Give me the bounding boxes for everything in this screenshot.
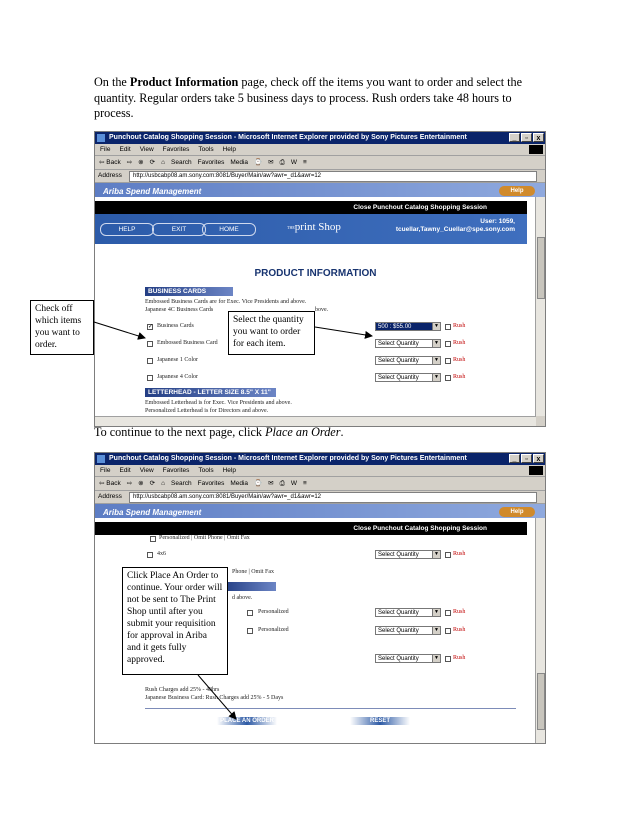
home-icon[interactable]: ⌂: [161, 159, 165, 166]
home-icon[interactable]: ⌂: [161, 480, 165, 487]
menu-tools[interactable]: Tools: [198, 146, 214, 153]
window-title: Punchout Catalog Shopping Session - Microsoft Internet Explorer provided by Sony Pictures Entertainment: [109, 134, 467, 141]
menu-view[interactable]: View: [139, 146, 154, 153]
search-button[interactable]: Search: [171, 480, 192, 487]
menu-edit[interactable]: Edit: [119, 146, 131, 153]
options-line-2: Phone | Omit Fax: [232, 569, 275, 575]
ariba-logo: Ariba Spend Management: [103, 508, 202, 517]
help-button[interactable]: Help: [499, 507, 535, 517]
user-email: tcuellar,Tawny_Cuellar@spe.sony.com: [395, 226, 515, 233]
rush-label: Rush: [453, 551, 466, 557]
menu-help[interactable]: Help: [222, 467, 236, 474]
rush-label: Rush: [453, 655, 466, 661]
menu-edit[interactable]: Edit: [119, 467, 131, 474]
history-icon[interactable]: ⌚: [254, 480, 263, 487]
continue-prefix: To continue to the next page, click: [94, 425, 266, 439]
callout-place-order: Click Place An Order to continue. Your order will not be sent to The Print Shop until after you submit your requisition for approval in Ariba and it gets fully approved.: [122, 567, 228, 675]
section-business-cards: BUSINESS CARDS: [145, 287, 233, 296]
place-order-button[interactable]: PLACE AN ORDER: [217, 717, 277, 725]
menu-file[interactable]: File: [100, 146, 111, 153]
intro-suffix: page, check off the items you want to order and select the quantity. Regular orders take 5 business days to process. Rush orders take 48 hours to process.: [94, 75, 523, 120]
logo-text: print Shop: [294, 221, 341, 233]
address-input[interactable]: http://usbcabp08.am.sony.com:8081/Buyer/Main/aw?awr=_d1&awr=12: [129, 171, 537, 182]
discuss-icon[interactable]: ≡: [302, 480, 307, 487]
item-japanese-1: Japanese 1 Color: [157, 357, 198, 363]
rush-label: Rush: [453, 323, 466, 329]
shop-home-button[interactable]: HOME: [202, 223, 256, 236]
mail-icon[interactable]: ✉: [268, 480, 274, 487]
ariba-logo: Ariba Spend Management: [103, 187, 202, 196]
media-button[interactable]: Media: [230, 159, 249, 166]
address-label: Address: [98, 493, 122, 500]
rush-charges-note: Rush Charges add 25% - 48hrs: [145, 687, 220, 693]
chevron-down-icon: ▼: [432, 551, 440, 558]
arrow-to-checkbox: [94, 322, 145, 338]
rush-label: Rush: [453, 609, 466, 615]
menu-tools[interactable]: Tools: [198, 467, 214, 474]
item-4x6: 4x6: [157, 551, 166, 557]
item-embossed: Embossed Business Card: [157, 340, 218, 346]
address-label: Address: [98, 172, 122, 179]
print-icon[interactable]: ⎙: [279, 159, 285, 166]
quantity-value: Select Quantity: [378, 341, 419, 347]
user-id: User: 1059,: [480, 218, 515, 225]
menu-file[interactable]: File: [100, 467, 111, 474]
quantity-value: 500 : $55.00: [378, 324, 412, 330]
chevron-down-icon: ▼: [432, 609, 440, 616]
quantity-value: Select Quantity: [378, 358, 419, 364]
back-button[interactable]: ⇦ Back: [99, 159, 121, 166]
quantity-value: Select Quantity: [378, 552, 419, 558]
favorites-button[interactable]: Favorites: [197, 480, 225, 487]
rush-label: Rush: [453, 627, 466, 633]
chevron-down-icon: ▼: [432, 340, 440, 347]
above-text: d above.: [232, 595, 253, 601]
mail-icon[interactable]: ✉: [268, 159, 274, 166]
close-button[interactable]: x: [533, 454, 544, 463]
item-business-cards: Business Cards: [157, 323, 194, 329]
maximize-button[interactable]: ▫: [521, 454, 532, 463]
note-japanese-end: bove.: [315, 307, 329, 313]
callout-select-quantity: Select the quantity you want to order for each item.: [228, 311, 315, 355]
continue-suffix: .: [340, 425, 344, 439]
forward-button[interactable]: ⇨: [126, 480, 133, 487]
chevron-down-icon: ▼: [432, 357, 440, 364]
chevron-down-icon: ▼: [432, 323, 440, 330]
quantity-value: Select Quantity: [378, 656, 419, 662]
rush-label: Rush: [453, 357, 466, 363]
page-title: PRODUCT INFORMATION: [254, 268, 377, 279]
chevron-down-icon: ▼: [432, 374, 440, 381]
callout-check-items: Check off which items you want to order.: [30, 300, 94, 355]
window-title: Punchout Catalog Shopping Session - Microsoft Internet Explorer provided by Sony Pictures Entertainment: [109, 455, 467, 462]
menu-favorites[interactable]: Favorites: [162, 146, 190, 153]
close-session-link[interactable]: Close Punchout Catalog Shopping Session: [353, 525, 487, 532]
personalized-label: Personalized: [258, 627, 289, 633]
quantity-value: Select Quantity: [378, 610, 419, 616]
note-letterhead-2: Personalized Letterhead is for Directors and above.: [145, 408, 269, 414]
japanese-rush-note: Japanese Business Card: Rush Charges add 25% - 5 Days: [145, 695, 284, 701]
note-embossed: Embossed Business Cards are for Exec. Vice Presidents and above.: [145, 299, 307, 305]
chevron-down-icon: ▼: [432, 627, 440, 634]
checkbox-business-cards[interactable]: ✓: [148, 324, 154, 330]
note-letterhead-1: Embossed Letterhead is for Exec. Vice Presidents and above.: [145, 400, 292, 406]
print-icon[interactable]: ⎙: [279, 480, 285, 487]
menu-favorites[interactable]: Favorites: [162, 467, 190, 474]
quantity-value: Select Quantity: [378, 628, 419, 634]
shop-exit-button[interactable]: EXIT: [152, 223, 206, 236]
quantity-value: Select Quantity: [378, 375, 419, 381]
maximize-button[interactable]: ▫: [521, 133, 532, 142]
rush-label: Rush: [453, 340, 466, 346]
help-button[interactable]: Help: [499, 186, 535, 196]
intro-prefix: On the: [94, 75, 130, 89]
chevron-down-icon: ▼: [432, 655, 440, 662]
note-japanese: Japanese 4C Business Cards: [145, 307, 214, 313]
word-icon[interactable]: W: [290, 480, 297, 487]
menu-view[interactable]: View: [139, 467, 154, 474]
section-letterhead: LETTERHEAD - LETTER SIZE 8.5" X 11": [145, 388, 276, 397]
rush-label: Rush: [453, 374, 466, 380]
word-icon[interactable]: W: [290, 159, 297, 166]
close-button[interactable]: x: [533, 133, 544, 142]
media-button[interactable]: Media: [230, 480, 249, 487]
arrow-to-place-order: [198, 675, 236, 719]
menu-help[interactable]: Help: [222, 146, 236, 153]
logo-prefix: THE: [287, 224, 295, 230]
shop-help-button[interactable]: HELP: [100, 223, 154, 236]
personalized-label: Personalized: [258, 609, 289, 615]
back-button[interactable]: ⇦ Back: [99, 480, 121, 487]
stop-icon[interactable]: ⊗: [138, 159, 144, 166]
intro-bold: Product Information: [129, 75, 239, 89]
refresh-icon[interactable]: ⟳: [149, 480, 156, 487]
forward-button[interactable]: ⇨: [126, 159, 133, 166]
address-input[interactable]: http://usbcabp08.am.sony.com:8081/Buyer/Main/aw?awr=_d1&awr=12: [129, 492, 537, 503]
refresh-icon[interactable]: ⟳: [149, 159, 156, 166]
minimize-button[interactable]: _: [509, 133, 520, 142]
item-japanese-4: Japanese 4 Color: [157, 374, 198, 380]
minimize-button[interactable]: _: [509, 454, 520, 463]
favorites-button[interactable]: Favorites: [197, 159, 225, 166]
stop-icon[interactable]: ⊗: [138, 480, 144, 487]
continue-link-text: Place an Order: [265, 425, 341, 439]
close-session-link[interactable]: Close Punchout Catalog Shopping Session: [353, 204, 487, 211]
reset-button[interactable]: RESET: [350, 717, 410, 725]
search-button[interactable]: Search: [171, 159, 192, 166]
history-icon[interactable]: ⌚: [254, 159, 263, 166]
options-line-1: Personalized | Omit Phone | Omit Fax: [159, 535, 250, 541]
arrow-to-quantity: [315, 327, 372, 336]
discuss-icon[interactable]: ≡: [302, 159, 307, 166]
